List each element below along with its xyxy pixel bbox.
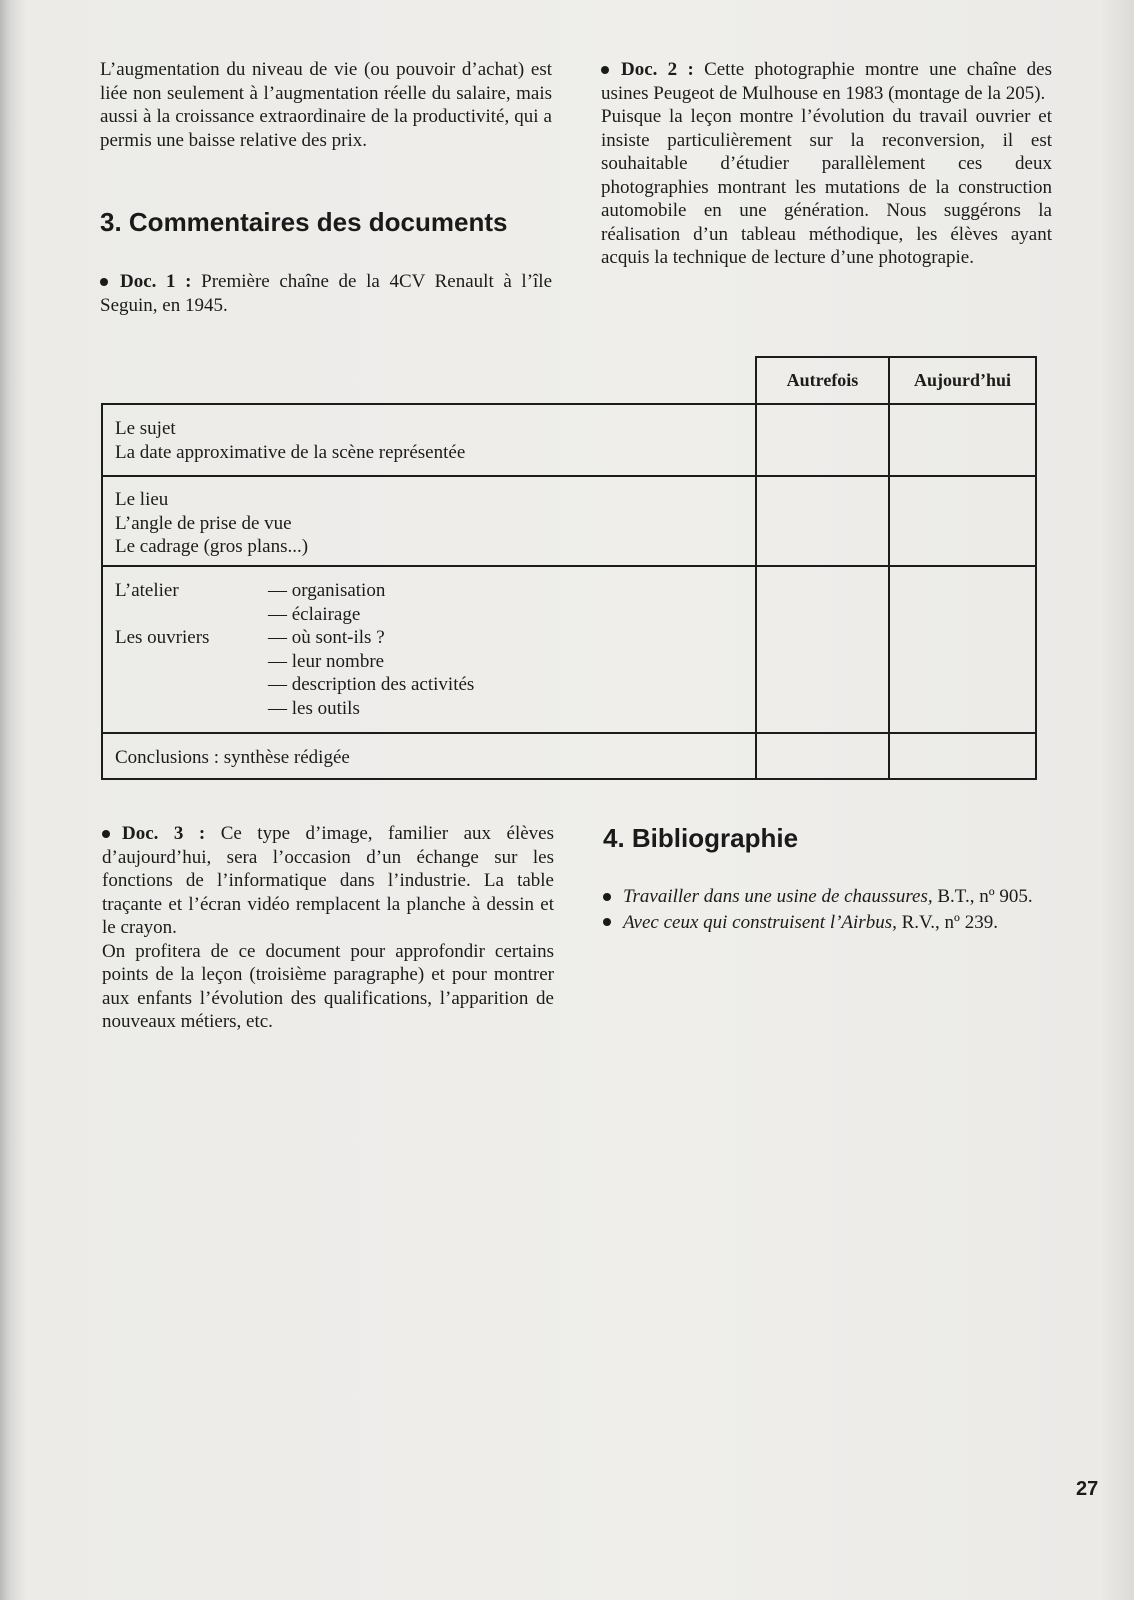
bibliography-list [603,885,1053,934]
criteria-item: — éclairage [268,603,361,625]
table-row-subject [115,417,465,464]
intro-paragraph: L’augmentation du niveau de vie (ou pouvoir d’achat) est liée non seulement à l’augmentation réelle du salaire, mais aussi à la croissance extraordinaire de la productivité, qui a permis une baisse relative des prix. [100,59,552,151]
doc2-block [601,58,1052,270]
bibliography-item [603,911,1053,935]
bibliography-title: Travailler dans une usine de chaussures, [623,886,933,907]
photo-analysis-table [101,403,1037,780]
criteria-item: — leur nombre [268,650,385,672]
page-number: 27 [1076,1478,1099,1500]
bibliography-ref: R.V., nº 239. [901,911,998,933]
table-header-autrefois: Autrefois [755,356,890,403]
bullet-icon [603,918,611,926]
criteria-item: — description des activités [268,674,475,695]
table-divider [755,405,757,778]
table-divider [103,732,1035,734]
section-3-heading: 3. Commentaires des documents [100,207,508,237]
bullet-icon [102,830,110,838]
section-4-heading: 4. Bibliographie [603,823,799,853]
bibliography-item [603,885,1053,909]
doc2-label: Doc. 2 : [621,59,694,80]
table-divider [888,405,890,778]
doc3-text: Ce type d’image, familier aux élèves d’aujourd’hui, sera l’occasion d’un échange sur les fonctions de l’informatique dans l’industrie. La table traçante et l’écran vidéo remplacent la planche à dessin et le crayon. [102,823,555,938]
row-label: Le cadrage (gros plans...) [115,536,309,557]
row-label: Le sujet [115,418,176,439]
doc2-paragraph [601,58,1052,105]
bibliography-ref: B.T., nº 905. [937,886,1033,907]
criteria-item: — où sont-ils ? [268,627,385,648]
bullet-icon [601,66,609,74]
table-divider [103,565,1035,567]
criteria-item: — organisation [268,580,386,601]
doc1-label: Doc. 1 : [120,271,192,292]
doc2-paragraph-2: Puisque la leçon montre l’évolution du travail ouvrier et insiste particulièrement sur la reconversion, il est souhaitable d’étudier parallèlement ces deux photographies montrant les mutations de la construction automobile en une génération. Nous suggérons la réalisation d’un tableau méthodique, les élèves ayant acquis la technique de lecture d’une photograpie. [601,106,1052,268]
row-label-ouvriers: Les ouvriers [115,627,210,648]
bibliography-title: Avec ceux qui construisent l’Airbus, [623,911,897,933]
table-row-conclusions: Conclusions : synthèse rédigée [115,747,350,768]
doc1-paragraph [100,270,552,317]
doc3-label: Doc. 3 : [122,823,206,844]
table-header-aujourdhui: Aujourd’hui [888,356,1037,403]
table-divider [103,475,1035,477]
table-row-place [115,488,308,559]
criteria-item: — les outils [268,697,360,719]
doc3-block [102,822,554,1034]
bullet-icon [603,893,611,901]
row-label-atelier: L’atelier [115,580,179,601]
row-label: L’angle de prise de vue [115,512,292,534]
bullet-icon [100,278,108,286]
doc3-paragraph-2: On profitera de ce document pour approfondir certains points de la leçon (troisième paragraphe) et pour montrer aux enfants l’évolution des qualifications, l’apparition de nouveaux métiers, etc. [102,940,554,1032]
doc1-text: Première chaîne de la 4CV Renault à l’île Seguin, en 1945. [100,271,553,316]
doc3-paragraph [102,822,554,940]
row-label: Le lieu [115,489,169,510]
row-label: La date approximative de la scène représentée [115,441,466,463]
doc2-text: Cette photographie montre une chaîne des usines Peugeot de Mulhouse en 1983 (montage de la 205). [601,59,1052,104]
